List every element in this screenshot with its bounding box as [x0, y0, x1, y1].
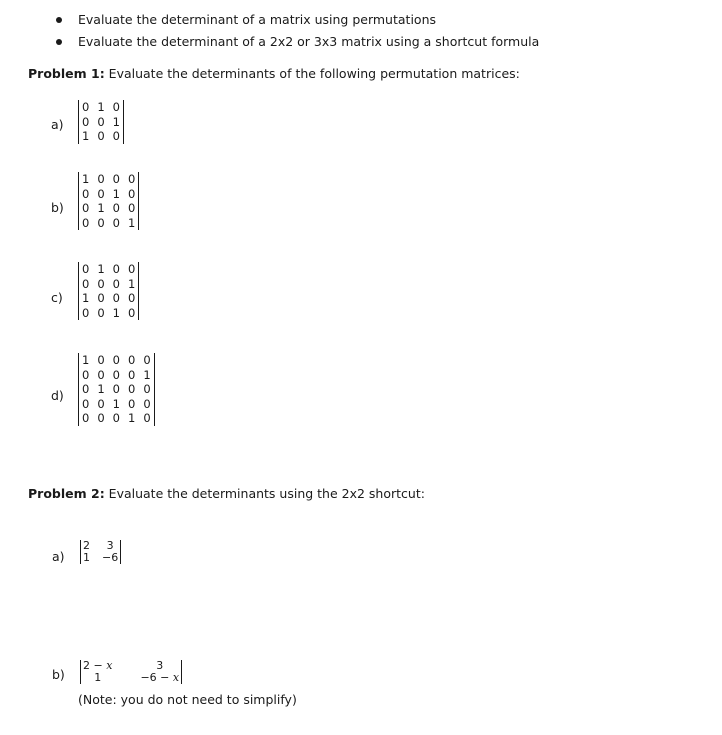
- objective-item: [56, 9, 539, 31]
- matrix-cell: 0: [112, 411, 120, 425]
- matrix-row: [82, 411, 151, 426]
- matrix-c: [78, 262, 139, 320]
- matrix-cell: 3: [106, 539, 114, 552]
- matrix-cell: 0: [127, 305, 136, 320]
- matrix-cell: 0: [97, 114, 105, 129]
- bullet-icon: [56, 39, 62, 45]
- matrix-cell: 0: [112, 291, 120, 305]
- matrix-cell: 0: [127, 367, 136, 382]
- matrix-row: [82, 353, 151, 368]
- matrix-cell: 0: [82, 367, 90, 382]
- matrix-cell: 1: [82, 291, 90, 305]
- matrix-cell: 0: [127, 291, 136, 305]
- matrix-cell: 0: [82, 114, 90, 129]
- matrix-cell: 1: [112, 396, 120, 411]
- matrix-cell: 0: [127, 382, 136, 396]
- cell-number: −6 −: [140, 671, 173, 684]
- matrix-cell: 0: [112, 382, 120, 396]
- matrix-cell: 1: [127, 215, 136, 230]
- matrix-cell: 0: [112, 215, 120, 230]
- problem2-title: Problem 2:: [28, 486, 105, 501]
- matrix-cell: 1: [112, 114, 120, 129]
- matrix-cell: 0: [127, 172, 136, 186]
- problem2-text: Evaluate the determinants using the 2x2 shortcut:: [104, 486, 425, 501]
- bullet-icon: [56, 17, 62, 23]
- matrix-row: [82, 100, 120, 115]
- matrix-row: [82, 368, 151, 383]
- matrix-cell: 2: [83, 539, 90, 552]
- matrix-cell: 0: [97, 367, 105, 382]
- matrix-cell: 0: [127, 353, 136, 367]
- matrix-cell: −6: [102, 551, 119, 564]
- matrix-cell: 0: [112, 100, 120, 114]
- matrix-2x2-a: [80, 540, 121, 564]
- matrix-cell: 0: [127, 186, 136, 201]
- matrix-row: [82, 277, 135, 292]
- matrix-cell: 0: [82, 396, 90, 411]
- matrix-cell: 1: [82, 129, 90, 143]
- matrix-cell: 0: [112, 262, 120, 276]
- cell-number: 2 −: [83, 659, 107, 672]
- matrix-row: [82, 291, 135, 306]
- matrix-cell: 0: [112, 172, 120, 186]
- matrix-row: [82, 306, 135, 321]
- matrix-cell: 0: [97, 186, 105, 201]
- matrix-cell: 0: [82, 201, 90, 215]
- matrix-cell: 0: [112, 201, 120, 215]
- matrix-cell: 1: [127, 411, 136, 425]
- matrix-cell: 0: [97, 291, 105, 305]
- matrix-cell: [118, 672, 179, 684]
- matrix-cell: 1: [94, 671, 102, 684]
- matrix-cell: 1: [97, 100, 105, 114]
- matrix-row: [82, 201, 135, 216]
- matrix-cell: 0: [82, 186, 90, 201]
- matrix-cell: 0: [97, 411, 105, 425]
- matrix-cell: 0: [97, 276, 105, 291]
- matrix-row: [82, 216, 135, 231]
- matrix-b: [78, 172, 139, 230]
- variable-x: x: [172, 671, 180, 684]
- matrix-cell: 1: [97, 262, 105, 276]
- matrix-cell: 0: [143, 382, 151, 396]
- matrix-cell: 0: [82, 382, 90, 396]
- matrix-cell: 3: [156, 659, 164, 672]
- matrix-cell: 0: [143, 396, 151, 411]
- matrix-row: [82, 262, 135, 277]
- matrix-cell: 0: [112, 276, 120, 291]
- matrix-cell: 0: [97, 215, 105, 230]
- matrix-cell: 0: [112, 367, 120, 382]
- note-text: (Note: you do not need to simplify): [78, 692, 297, 707]
- matrix-cell: 0: [82, 276, 90, 291]
- matrix-cell: 0: [97, 172, 105, 186]
- matrix-cell: 0: [127, 262, 136, 276]
- matrix-cell: 0: [82, 262, 90, 276]
- part-label: d): [51, 388, 64, 403]
- matrix-cell: 1: [143, 367, 151, 382]
- part-label: c): [51, 290, 63, 305]
- matrix-row: [82, 129, 120, 144]
- matrix-cell: 1: [112, 186, 120, 201]
- matrix-cell: 0: [97, 129, 105, 143]
- matrix-cell: 1: [82, 353, 90, 367]
- matrix-d: [78, 353, 155, 426]
- part-label: b): [51, 200, 64, 215]
- problem1-text: Evaluate the determinants of the following permutation matrices:: [104, 66, 520, 81]
- variable-x: x: [106, 659, 113, 672]
- matrix-cell: 0: [112, 353, 120, 367]
- part-label: a): [51, 117, 64, 132]
- matrix-row: [82, 187, 135, 202]
- matrix-cell: 0: [127, 396, 136, 411]
- matrix-cell: 0: [143, 353, 151, 367]
- matrix-cell: 0: [82, 411, 90, 425]
- objectives-list: [56, 9, 539, 53]
- matrix-cell: 0: [82, 305, 90, 320]
- part-label: b): [52, 667, 65, 682]
- matrix-cell: 0: [97, 396, 105, 411]
- matrix-cell: 1: [112, 305, 120, 320]
- matrix-cell: 1: [83, 551, 90, 564]
- matrix-row: [82, 172, 135, 187]
- matrix-a: [78, 100, 124, 144]
- matrix-cell: 0: [127, 201, 136, 215]
- objective-text: Evaluate the determinant of a 2x2 or 3x3 matrix using a shortcut formula: [78, 34, 540, 49]
- matrix-cell: 0: [82, 215, 90, 230]
- matrix-cell: 0: [97, 353, 105, 367]
- matrix-cell: 1: [97, 382, 105, 396]
- problem2-heading: [28, 486, 425, 501]
- matrix-2x2-b: [80, 660, 182, 684]
- matrix-cell: 1: [127, 276, 136, 291]
- matrix-cell: 0: [143, 411, 151, 425]
- part-label: a): [52, 549, 65, 564]
- matrix-cell: 0: [82, 100, 90, 114]
- problem1-title: Problem 1:: [28, 66, 105, 81]
- matrix-cell: 0: [97, 305, 105, 320]
- problem1-heading: [28, 66, 520, 81]
- objective-text: Evaluate the determinant of a matrix using permutations: [78, 12, 437, 27]
- matrix-cell: 1: [82, 172, 90, 186]
- objective-item: [56, 31, 539, 53]
- matrix-row: [82, 397, 151, 412]
- matrix-row: [82, 115, 120, 130]
- matrix-cell: 0: [112, 129, 120, 143]
- matrix-row: [82, 382, 151, 397]
- matrix-cell: 1: [97, 201, 105, 215]
